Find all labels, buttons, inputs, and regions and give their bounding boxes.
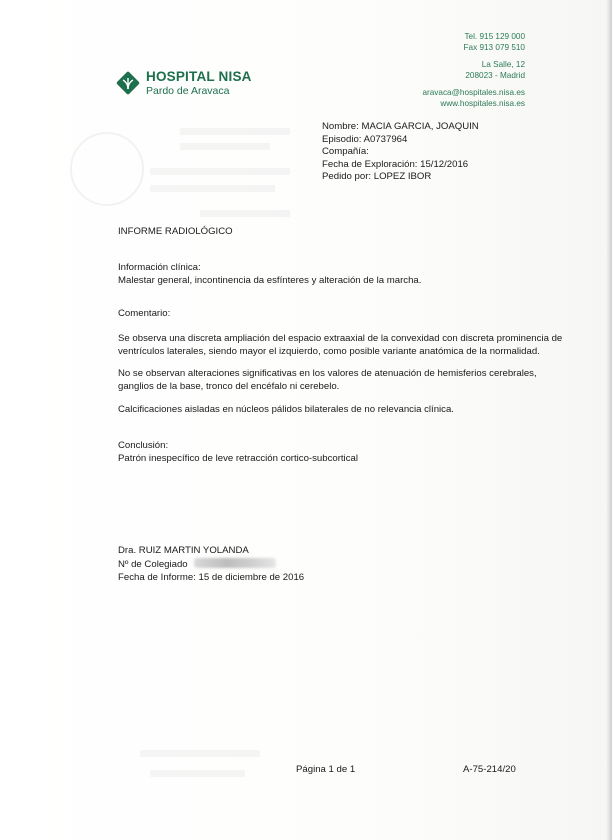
contact-email: aravaca@hospitales.nisa.es <box>422 88 525 97</box>
patient-name: Nombre: MACIA GARCIA, JOAQUIN <box>322 121 479 132</box>
patient-episode: Episodio: A0737964 <box>322 133 408 145</box>
report-title: INFORME RADIOLÓGICO <box>118 226 233 237</box>
page-number: Página 1 de 1 <box>296 764 356 775</box>
reverse-text-shadow <box>140 750 260 757</box>
hospital-logo <box>116 70 252 96</box>
conclusion-heading: Conclusión: <box>118 440 169 451</box>
patient-details <box>322 121 479 184</box>
patient-company: Compañía: <box>322 146 369 158</box>
reverse-text-shadow <box>180 128 290 135</box>
contact-fax: Fax 913 079 510 <box>463 43 525 52</box>
logo-subtitle: Pardo de Aravaca <box>146 84 230 97</box>
signature-block <box>118 545 588 584</box>
comment-heading: Comentario: <box>118 308 171 319</box>
requested-by: Pedido por: LOPEZ IBOR <box>322 171 432 183</box>
document-code: A-75-214/20 <box>463 764 516 775</box>
clinical-info-section <box>118 262 588 288</box>
comment-paragraph-1: Se observa una discreta ampliación del espacio extraaxial de la convexidad con discreta prominencia de ventrículos laterales, siendo mayor el izquierdo, como posible variante anatómica de la normalidad. <box>118 333 563 357</box>
report-date: Fecha de Informe: 15 de diciembre de 2016 <box>118 571 305 583</box>
redacted-colegiado-number <box>194 558 276 568</box>
reverse-text-shadow <box>150 185 275 192</box>
reverse-text-shadow <box>150 168 290 175</box>
contact-address-city: 208023 - Madrid <box>465 71 525 80</box>
logo-name: HOSPITAL NISA <box>146 69 252 84</box>
page-edge-shadow <box>606 0 612 840</box>
reverse-text-shadow <box>200 210 290 217</box>
comment-paragraph-2: No se observan alteraciones significativas en los valores de atenuación de hemisferios cerebrales, ganglios de la base, tronco del encéfalo ni cerebelo. <box>118 368 537 392</box>
comment-paragraph-3: Calcificaciones aisladas en núcleos pálidos bilaterales de no relevancia clínica. <box>118 404 454 415</box>
colegiado-label: Nº de Colegiado <box>118 558 188 570</box>
clinical-info-text: Malestar general, incontinencia da esfínteres y alteración de la marcha. <box>118 274 422 286</box>
contact-block <box>422 31 525 109</box>
clinical-info-heading: Información clínica: <box>118 262 201 273</box>
contact-address-street: La Salle, 12 <box>481 60 525 69</box>
hospital-emblem-icon <box>116 71 140 95</box>
reverse-text-shadow <box>180 143 270 150</box>
contact-website: www.hospitales.nisa.es <box>440 99 525 108</box>
conclusion-section <box>118 440 588 466</box>
colegiado-row <box>118 558 588 572</box>
reverse-seal-shadow <box>70 132 144 206</box>
doctor-name: Dra. RUIZ MARTIN YOLANDA <box>118 545 249 556</box>
contact-tel: Tel. 915 129 000 <box>464 32 525 41</box>
conclusion-text: Patrón inespecífico de leve retracción cortico-subcortical <box>118 452 358 464</box>
exploration-date: Fecha de Exploración: 15/12/2016 <box>322 158 469 170</box>
reverse-text-shadow <box>150 770 245 777</box>
